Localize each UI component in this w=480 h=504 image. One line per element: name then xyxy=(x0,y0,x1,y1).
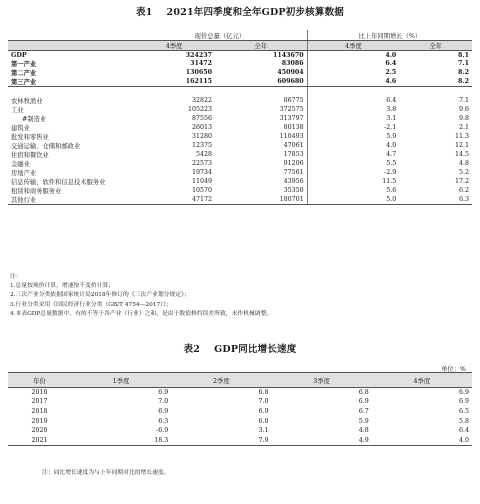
row-q4-growth: 6.4 xyxy=(307,59,399,68)
row-year: 2020 xyxy=(31,427,48,435)
row-q4: 5.8 xyxy=(458,417,469,425)
gdp-table xyxy=(8,30,472,205)
row-name: 建筑业 xyxy=(11,125,30,133)
table-row xyxy=(8,195,472,205)
row-name: 金融业 xyxy=(11,161,30,169)
row-q4-growth: 11.5 xyxy=(307,177,399,186)
header-year: 年份 xyxy=(8,373,71,388)
header-q3: 3季度 xyxy=(271,373,371,388)
table-row xyxy=(8,416,472,426)
spacer-row xyxy=(8,87,472,97)
table-row xyxy=(8,407,472,417)
row-q4-total: 22573 xyxy=(192,160,213,168)
row-q4-growth: 5.0 xyxy=(307,195,399,205)
row-name: 租赁和商务服务业 xyxy=(11,188,62,196)
table-row xyxy=(8,150,472,159)
row-q4-total: 32822 xyxy=(192,97,213,105)
row-name: 农林牧渔业 xyxy=(11,98,43,106)
row-q4-total: 47172 xyxy=(133,195,215,205)
table1-header-row xyxy=(8,30,472,41)
row-name: 其他行业 xyxy=(8,195,133,205)
header-current-price: 现价总量（亿元） xyxy=(133,30,307,41)
row-q4-total: 31472 xyxy=(190,60,213,68)
table-row xyxy=(8,114,472,123)
row-q4-growth: 5.5 xyxy=(307,159,399,168)
row-q1: 6.3 xyxy=(158,417,169,425)
table1-title xyxy=(0,4,480,18)
header-growth: 比上年同期增长（%） xyxy=(307,30,472,41)
row-q4-total: 130650 xyxy=(185,69,213,77)
table-row xyxy=(8,186,472,195)
row-q4-total: 162115 xyxy=(133,77,215,87)
row-year-growth: 17.2 xyxy=(454,178,469,186)
row-q2: 6.0 xyxy=(258,417,269,425)
table-row xyxy=(8,388,472,398)
row-q4-growth: 4.7 xyxy=(307,150,399,159)
table-row xyxy=(8,105,472,114)
row-year: 2017 xyxy=(31,398,48,406)
row-year: 2019 xyxy=(31,417,48,425)
row-name: 第一产业 xyxy=(11,61,37,69)
row-q4-growth: -2.9 xyxy=(307,168,399,177)
row-year-total: 47061 xyxy=(283,142,304,150)
row-year-total: 180701 xyxy=(215,195,307,205)
row-year-total: 450904 xyxy=(277,69,304,77)
row-q4-growth: 2.5 xyxy=(307,68,399,77)
row-q4-total: 31280 xyxy=(192,133,213,141)
gdp-growth-table xyxy=(8,372,472,446)
row-year-growth: 14.5 xyxy=(454,151,469,159)
subheader-growth-year: 全年 xyxy=(399,41,472,51)
row-year-growth: 2.1 xyxy=(458,124,469,132)
table2-title xyxy=(0,341,480,355)
row-q1: -6.9 xyxy=(156,427,169,435)
row-q1: 6.9 xyxy=(158,407,169,415)
row-q4-growth: 4.6 xyxy=(307,77,399,87)
row-year-total: 313797 xyxy=(279,115,304,123)
row-q3: 6.8 xyxy=(358,389,369,397)
row-q4: 4.0 xyxy=(372,435,472,445)
row-year-total: 43956 xyxy=(283,178,304,186)
table-row xyxy=(8,159,472,168)
row-name: 信息传输、软件和信息技术服务业 xyxy=(11,179,106,187)
table1-label: 表1 xyxy=(136,7,153,18)
row-q4-total: 105223 xyxy=(188,106,213,114)
note-1: 1.总量按现价计算，增速按不变价计算； xyxy=(10,283,115,290)
row-q4-total: 19734 xyxy=(192,169,213,177)
row-q4: 6.9 xyxy=(458,398,469,406)
row-year-growth: 12.1 xyxy=(454,142,469,150)
row-name: 第二产业 xyxy=(11,70,37,78)
table-row xyxy=(8,68,472,77)
table-row xyxy=(8,397,472,407)
row-q4-total: 26013 xyxy=(192,124,213,132)
table-row xyxy=(8,123,472,132)
row-q4: 6.9 xyxy=(458,389,469,397)
row-year-growth: 9.6 xyxy=(458,106,469,114)
row-name: 批发和零售业 xyxy=(11,134,49,142)
note-4: 4.本表GDP总量数据中，有的不等于各产业（行业）之和，是由于数值修约误差所致，未作机械调整。 xyxy=(10,310,273,317)
table-row xyxy=(8,177,472,186)
row-name: 工业 xyxy=(11,107,24,115)
row-year-growth: 6.3 xyxy=(399,195,472,205)
row-year-growth: 11.3 xyxy=(454,133,469,141)
header-q1: 1季度 xyxy=(71,373,171,388)
row-q4: 6.4 xyxy=(458,427,469,435)
row-year-growth: 8.2 xyxy=(458,69,469,77)
row-year-growth: 7.1 xyxy=(458,60,469,68)
table-row xyxy=(8,141,472,150)
row-name: GDP xyxy=(11,51,27,59)
table-row xyxy=(8,96,472,105)
table1-title-text: 2021年四季度和全年GDP初步核算数据 xyxy=(166,7,344,18)
row-year-growth: 8.2 xyxy=(399,77,472,87)
row-year-total: 86775 xyxy=(283,97,304,105)
table1-subheader-row xyxy=(8,41,472,51)
table1-notes xyxy=(10,273,272,319)
row-q1: 18.3 xyxy=(71,435,171,445)
row-q3: 4.9 xyxy=(271,435,371,445)
row-year-growth: 7.1 xyxy=(458,97,469,105)
row-q4-total: 87556 xyxy=(192,115,213,123)
row-q4: 6.5 xyxy=(458,407,469,415)
row-q4-growth: 5.6 xyxy=(307,186,399,195)
row-year: 2016 xyxy=(31,389,48,397)
row-q3: 5.9 xyxy=(358,417,369,425)
row-year-total: 35350 xyxy=(283,187,304,195)
table-row xyxy=(8,51,472,60)
row-q4-total: 5428 xyxy=(196,151,213,159)
row-year-total: 372575 xyxy=(279,106,304,114)
row-name: 交通运输、仓储和邮政业 xyxy=(11,143,81,151)
row-q4-growth: 3.8 xyxy=(307,105,399,114)
table-row xyxy=(8,132,472,141)
subheader-growth-q4: 4季度 xyxy=(307,41,399,51)
table-row xyxy=(8,59,472,68)
row-name: 房地产业 xyxy=(11,170,37,178)
row-q4-growth: 4.0 xyxy=(307,51,399,60)
row-name: 第三产业 xyxy=(8,77,133,87)
row-q3: 6.7 xyxy=(358,407,369,415)
table-row xyxy=(8,435,472,445)
row-name: #制造业 xyxy=(22,116,47,124)
row-q2: 7.0 xyxy=(258,398,269,406)
row-q4-total: 10570 xyxy=(192,187,213,195)
row-year-total: 110493 xyxy=(279,133,304,141)
table-row xyxy=(8,77,472,87)
note-2: 2.三次产业分类依据国家统计局2018年修订的《三次产业划分规定》； xyxy=(10,292,190,299)
row-q4-total: 11049 xyxy=(192,178,213,186)
table-row xyxy=(8,426,472,436)
header-q2: 2季度 xyxy=(171,373,271,388)
header-q4: 4季度 xyxy=(372,373,472,388)
row-q4-growth: -2.1 xyxy=(307,123,399,132)
table2-label: 表2 xyxy=(183,344,201,355)
row-year-total: 91206 xyxy=(283,160,304,168)
row-name: 住宿和餐饮业 xyxy=(11,152,49,160)
row-q4-total: 12375 xyxy=(192,142,213,150)
row-year-growth: 5.2 xyxy=(458,169,469,177)
row-year: 2018 xyxy=(31,407,48,415)
table2-title-text: GDP同比增长速度 xyxy=(214,344,297,355)
note-3: 3.行业分类采用《国民经济行业分类（GB/T 4754—2017）》； xyxy=(10,301,172,308)
subheader-q4: 4季度 xyxy=(133,41,215,51)
table2-note: 注：同比增长速度为与上年同期对比的增长速度。 xyxy=(42,470,170,476)
row-year-total: 1143670 xyxy=(272,51,304,59)
row-q2: 6.8 xyxy=(258,389,269,397)
row-q4-total: 324237 xyxy=(185,51,213,59)
notes-label: 注： xyxy=(10,274,22,280)
row-q4-growth: 6.4 xyxy=(307,96,399,105)
row-q3: 4.8 xyxy=(358,427,369,435)
table2-unit: 单位：% xyxy=(441,366,466,373)
table2-header-row xyxy=(8,373,472,388)
row-year-total: 80138 xyxy=(283,124,304,132)
row-year-total: 83086 xyxy=(281,60,304,68)
row-q3: 6.9 xyxy=(358,398,369,406)
row-year: 2021 xyxy=(8,435,71,445)
row-q4-growth: 4.0 xyxy=(307,141,399,150)
row-year-growth: 8.1 xyxy=(458,51,469,59)
row-q4-growth: 3.1 xyxy=(307,114,399,123)
row-q4-growth: 5.9 xyxy=(307,132,399,141)
row-q2: 3.1 xyxy=(258,427,269,435)
row-q2: 7.9 xyxy=(171,435,271,445)
subheader-year: 全年 xyxy=(215,41,307,51)
row-year-total: 77561 xyxy=(283,169,304,177)
row-q2: 6.9 xyxy=(258,407,269,415)
row-q1: 7.0 xyxy=(158,398,169,406)
row-year-growth: 4.8 xyxy=(458,160,469,168)
row-q1: 6.9 xyxy=(158,389,169,397)
row-year-total: 609680 xyxy=(215,77,307,87)
row-year-growth: 6.2 xyxy=(458,187,469,195)
table-row xyxy=(8,168,472,177)
row-year-total: 17853 xyxy=(283,151,304,159)
row-year-growth: 9.8 xyxy=(458,115,469,123)
